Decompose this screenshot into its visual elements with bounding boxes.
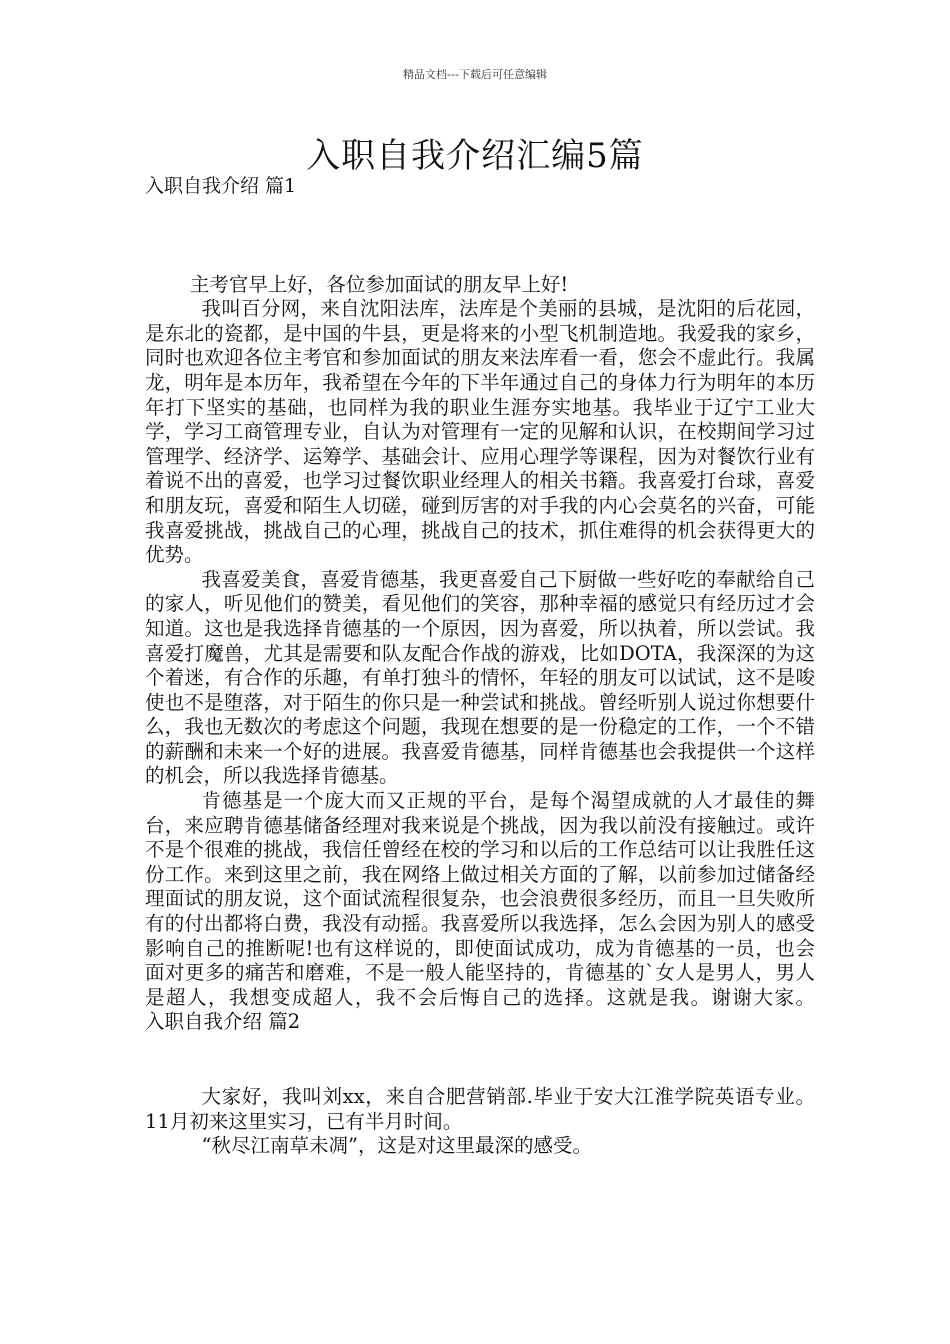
paragraph: 大家好，我叫刘xx，来自合肥营销部.毕业于安大江淮学院英语专业。11月初来这里实习，已有半月时间。: [145, 1085, 815, 1133]
paragraph: 我喜爱美食，喜爱肯德基，我更喜爱自己下厨做一些好吃的奉献给自己的家人，听见他们的赞美，看见他们的笑容，那种幸福的感觉只有经历过才会知道。这也是我选择肯德基的一个原因，因为喜爱，所以执着，所以尝试。我喜爱打魔兽，尤其是需要和队友配合作战的游戏，比如DOTA，我深深的为这个着迷，有合作的乐趣，有单打独斗的情怀，年轻的朋友可以试试，这不是唆使也不是堕落，对于陌生的你只是一种尝试和挑战。曾经听别人说过你想要什么，我也无数次的考虑这个问题，我现在想要的是一份稳定的工作，一个不错的薪酬和未来一个好的进展。我喜爱肯德基，同样肯德基也会我提供一个这样的机会，所以我选择肯德基。: [145, 567, 815, 788]
greeting-paragraph: 主考官早上好，各位参加面试的朋友早上好!: [189, 272, 569, 296]
paragraph-text: 肯德基是一个庞大而又正规的平台，是每个渴望成就的人才最佳的舞台，来应聘肯德基储备经理对我来说是个挑战，因为我以前没有接触过。或许不是个很难的挑战，我信任曾经在校的学习和以后的工作总结可以让我胜任这份工作。来到这里之前，我在网络上做过相关方面的了解，以前参加过储备经理面试的朋友说，这个面试流程很复杂，也会浪费很多经历，而且一旦失败所有的付出都将白费，我没有动摇。我喜爱所以我选择，怎么会因为别人的感受影响自己的推断呢!也有这样说的，即使面试成功，成为肯德基的一员，也会面对更多的痛苦和磨难，不是一般人能坚持的，肯德基的`女人是男人，男人是超人，我想变成超人，我不会后悔自己的选择。这就是我。谢谢大家。: [145, 789, 815, 1009]
document-body: [145, 174, 815, 1159]
page-header: 精品文档---下载后可任意编辑: [403, 68, 547, 81]
section-heading-1: 入职自我介绍 篇1: [145, 175, 297, 197]
paragraph: [145, 789, 815, 1035]
paragraph: “秋尽江南草未凋”，这是对这里最深的感受。: [201, 1134, 592, 1158]
section-heading-2: 入职自我介绍 篇2: [145, 1010, 301, 1034]
paragraph: 我叫百分网，来自沈阳法库，法库是个美丽的县城，是沈阳的后花园，是东北的瓷都，是中国的牛县，更是将来的小型飞机制造地。我爱我的家乡，同时也欢迎各位主考官和参加面试的朋友来法库看一看，您会不虚此行。我属龙，明年是本历年，我希望在今年的下半年通过自己的身体力行为明年的本历年打下坚实的基础，也同样为我的职业生涯夯实地基。我毕业于辽宁工业大学，学习工商管理专业，自认为对管理有一定的见解和认识，在校期间学习过管理学、经济学、运筹学、基础会计、应用心理学等课程，因为对餐饮行业有着说不出的喜爱，也学习过餐饮职业经理人的相关书籍。我喜爱打台球，喜爱和朋友玩，喜爱和陌生人切磋，碰到厉害的对手我的内心会莫名的兴奋，可能我喜爱挑战，挑战自己的心理，挑战自己的技术，抓住难得的机会获得更大的优势。: [145, 297, 815, 567]
document-title: 入职自我介绍汇编5篇: [306, 136, 644, 176]
spacer: [145, 1035, 815, 1085]
spacer: [145, 199, 815, 273]
